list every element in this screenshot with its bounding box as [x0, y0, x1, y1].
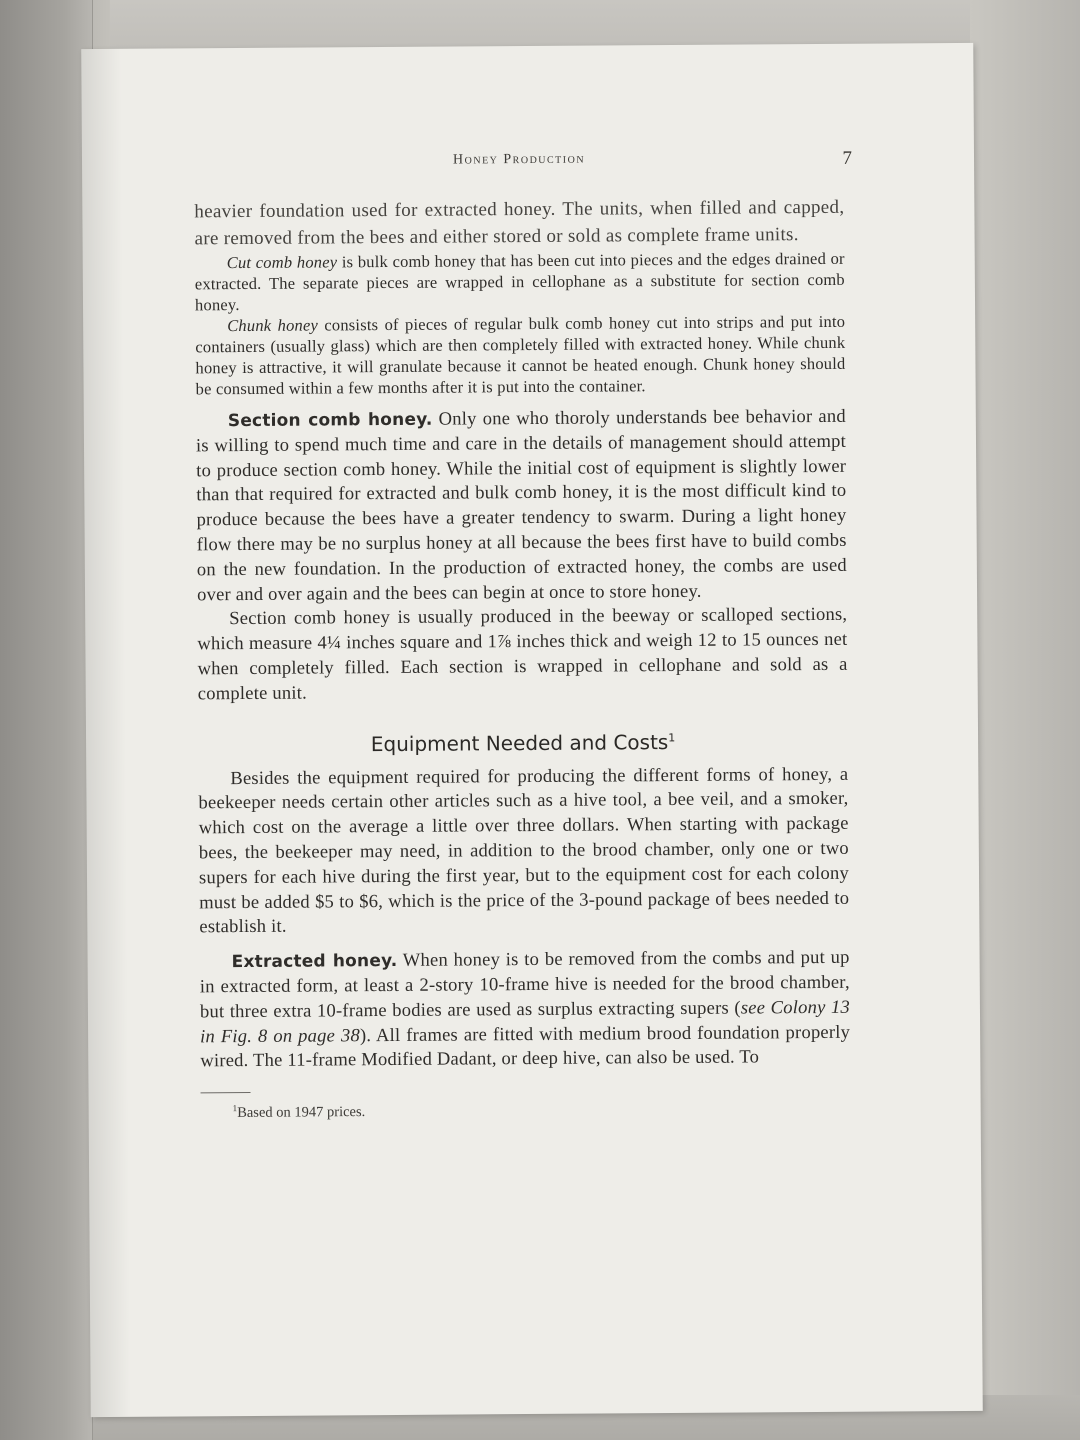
footnote-text: Based on 1947 prices.: [237, 1104, 366, 1122]
footnote: [201, 1099, 851, 1122]
paragraph-extracted-text-b: ). All frames are fitted with medium brood foundation properly wired. The 11-frame Modified Dadant, or deep hive, can also be used. To: [200, 1021, 851, 1072]
paragraph-equipment: Besides the equipment required for producing the different forms of honey, a beekeeper needs certain other articles such as a hive tool, a bee veil, and a smoker, which cost on the average a little over three dollars. When starting with package bees, the beekeeper may need, in addition to the brood chamber, only one or two supers for each hive during the first year, but to the equipment cost for each colony must be added $5 to $6, which is the price of the 3-pound package of bees needed to establish it.: [198, 763, 850, 938]
page-number: 7: [842, 147, 853, 169]
paragraph-section-comb-text: Only one who thoroly understands bee behavior and is willing to spend much time and care in the details of management should attempt to produce section comb honey. While the initial cost of equipment is slightly lower than that required for extracted and bulk comb honey, it is the most difficult kind to produce because the bees have a greater tendency to swarm. During a light honey flow there may be no surplus honey at all because the bees first have to build combs on the new foundation. In the production of extracted honey, the combs are used over and over again and the bees can begin at once to store honey.: [195, 405, 847, 605]
facing-page-edge: [0, 0, 93, 1440]
running-title: Honey Production: [452, 151, 586, 168]
paragraph-cut-comb-text: is bulk comb honey that has been cut into pieces and the edges drained or extracted. The separate pieces are wrapped in cellophane as a substitute for section comb honey.: [194, 248, 845, 315]
footnote-mark: 1: [232, 1103, 238, 1114]
term-chunk-honey: Chunk honey: [227, 315, 319, 336]
paragraph-frame-units: heavier foundation used for extracted honey. The units, when filled and capped, are removed from the bees and either stored or sold as complete frame units.: [194, 196, 845, 250]
paragraph-extracted-text-a: When honey is to be removed from the combs and put up in extracted form, at least a 2-story 10-frame hive is needed for the brood chamber, but three extra 10-frame bodies are used as surplus extracting supers (: [199, 946, 850, 1023]
run-in-extracted-honey: Extracted honey.: [231, 951, 398, 973]
running-head: [194, 147, 853, 183]
term-cut-comb-honey: Cut comb honey: [226, 252, 338, 273]
paragraph-extracted-honey: [200, 946, 851, 1075]
run-in-section-comb-honey: Section comb honey.: [227, 409, 433, 432]
figure-reference: see Colony 13 in Fig. 8 on page 38: [200, 996, 851, 1047]
section-heading: [198, 728, 848, 757]
section-heading-text: Equipment Needed and Costs: [370, 729, 669, 756]
paragraph-section-sizes: Section comb honey is usually produced in the beeway or scalloped sections, which measure 4¼ inches square and 1⅞ inches thick and weigh 12 to 15 ounces net when completely filled. Each section is wrapped in cellophane and sold as a complete unit.: [197, 604, 848, 705]
document-page: [81, 43, 983, 1417]
paragraph-cut-comb-honey: [195, 248, 845, 316]
paragraph-section-comb-honey: [196, 405, 847, 608]
page-content: [194, 147, 853, 1122]
paragraph-chunk-text: consists of pieces of regular bulk comb honey cut into strips and put into containers (usually glass) which are then completely filled with extracted honey. While chunk honey is attractive, it will granulate because it cannot be heated enough. Chunk honey should be consumed within a few months after it is put into the container.: [195, 311, 846, 399]
background-right: [970, 0, 1080, 1440]
section-footnote-mark: 1: [668, 730, 676, 744]
footnote-rule: [201, 1092, 251, 1093]
paragraph-chunk-honey: [195, 311, 846, 400]
